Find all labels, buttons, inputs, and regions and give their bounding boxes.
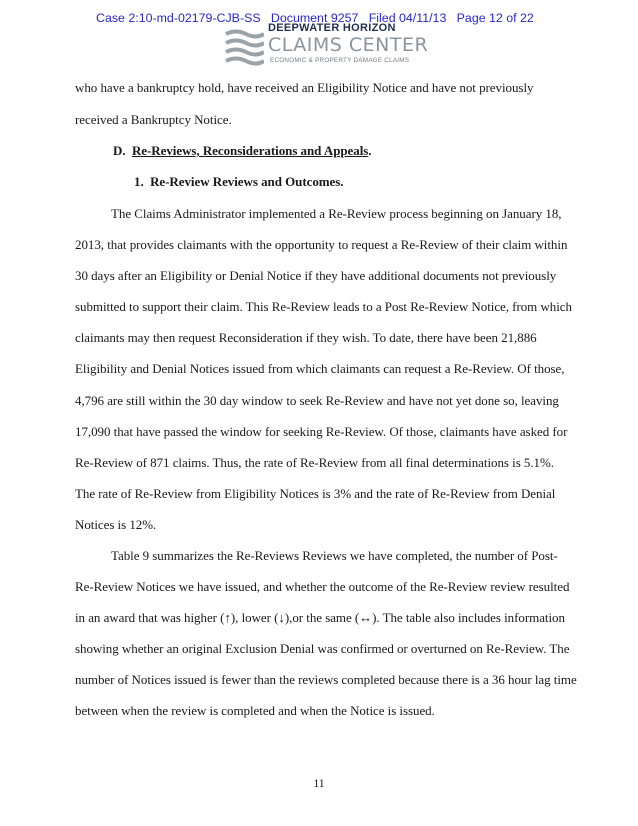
text-line: The Claims Administrator implemented a Re-Review process beginning on January 18, <box>111 206 562 221</box>
text-line: received a Bankruptcy Notice. <box>75 112 232 127</box>
subsection-heading-1-title: Re-Review Reviews and Outcomes. <box>150 174 344 189</box>
text-line: Re-Review of 871 claims. Thus, the rate of Re-Review from all final determinations is 5.1%. <box>75 455 554 470</box>
waves-logo-icon <box>224 28 264 68</box>
text-line: 17,090 that have passed the window for seeking Re-Review. Of those, claimants have asked for <box>75 424 568 439</box>
text-line: submitted to support their claim. This Re-Review leads to a Post Re-Review Notice, from which <box>75 299 572 314</box>
subsection-heading-1 <box>134 174 343 190</box>
section-heading-d <box>113 143 372 159</box>
text-line: 2013, that provides claimants with the opportunity to request a Re-Review of their claim within <box>75 237 568 252</box>
text-line: who have a bankruptcy hold, have received an Eligibility Notice and have not previously <box>75 80 534 95</box>
text-line: Table 9 summarizes the Re-Reviews Reviews we have completed, the number of Post- <box>111 548 558 563</box>
text-line: number of Notices issued is fewer than the reviews completed because there is a 36 hour lag time <box>75 672 577 687</box>
text-line: 30 days after an Eligibility or Denial Notice if they have additional documents not previously <box>75 268 557 283</box>
section-heading-d-title: Re-Reviews, Reconsiderations and Appeals <box>131 143 369 158</box>
text-line: between when the review is completed and when the Notice is issued. <box>75 703 435 718</box>
logo-claims-center: CLAIMS CENTER <box>268 34 429 56</box>
page-number: 11 <box>313 778 325 790</box>
logo-subtitle: ECONOMIC & PROPERTY DAMAGE CLAIMS <box>270 57 410 64</box>
text-line: in an award that was higher (↑), lower (↓),or the same (↔). The table also includes information <box>75 610 565 625</box>
text-line: Notices is 12%. <box>75 517 157 532</box>
logo-deepwater-horizon: DEEPWATER HORIZON <box>268 22 396 34</box>
text-line: Eligibility and Denial Notices issued from which claimants can request a Re-Review. Of those, <box>75 361 565 376</box>
text-line: 4,796 are still within the 30 day window to seek Re-Review and have not yet done so, leaving <box>75 393 559 408</box>
text-line: claimants may then request Reconsideration if they wish. To date, there have been 21,886 <box>75 330 537 345</box>
section-heading-d-period: . <box>368 143 372 158</box>
text-line: showing whether an original Exclusion Denial was confirmed or overturned on Re-Review. The <box>75 641 570 656</box>
court-filing-stamp: Case 2:10-md-02179-CJB-SS Document 9257 Filed 04/11/13 Page 12 of 22 <box>96 11 534 25</box>
text-line: The rate of Re-Review from Eligibility Notices is 3% and the rate of Re-Review from Denial <box>75 486 556 501</box>
text-line: Re-Review Notices we have issued, and whether the outcome of the Re-Review review resulted <box>75 579 570 594</box>
section-heading-d-label: D. <box>113 143 126 158</box>
subsection-heading-1-label: 1. <box>134 174 144 189</box>
